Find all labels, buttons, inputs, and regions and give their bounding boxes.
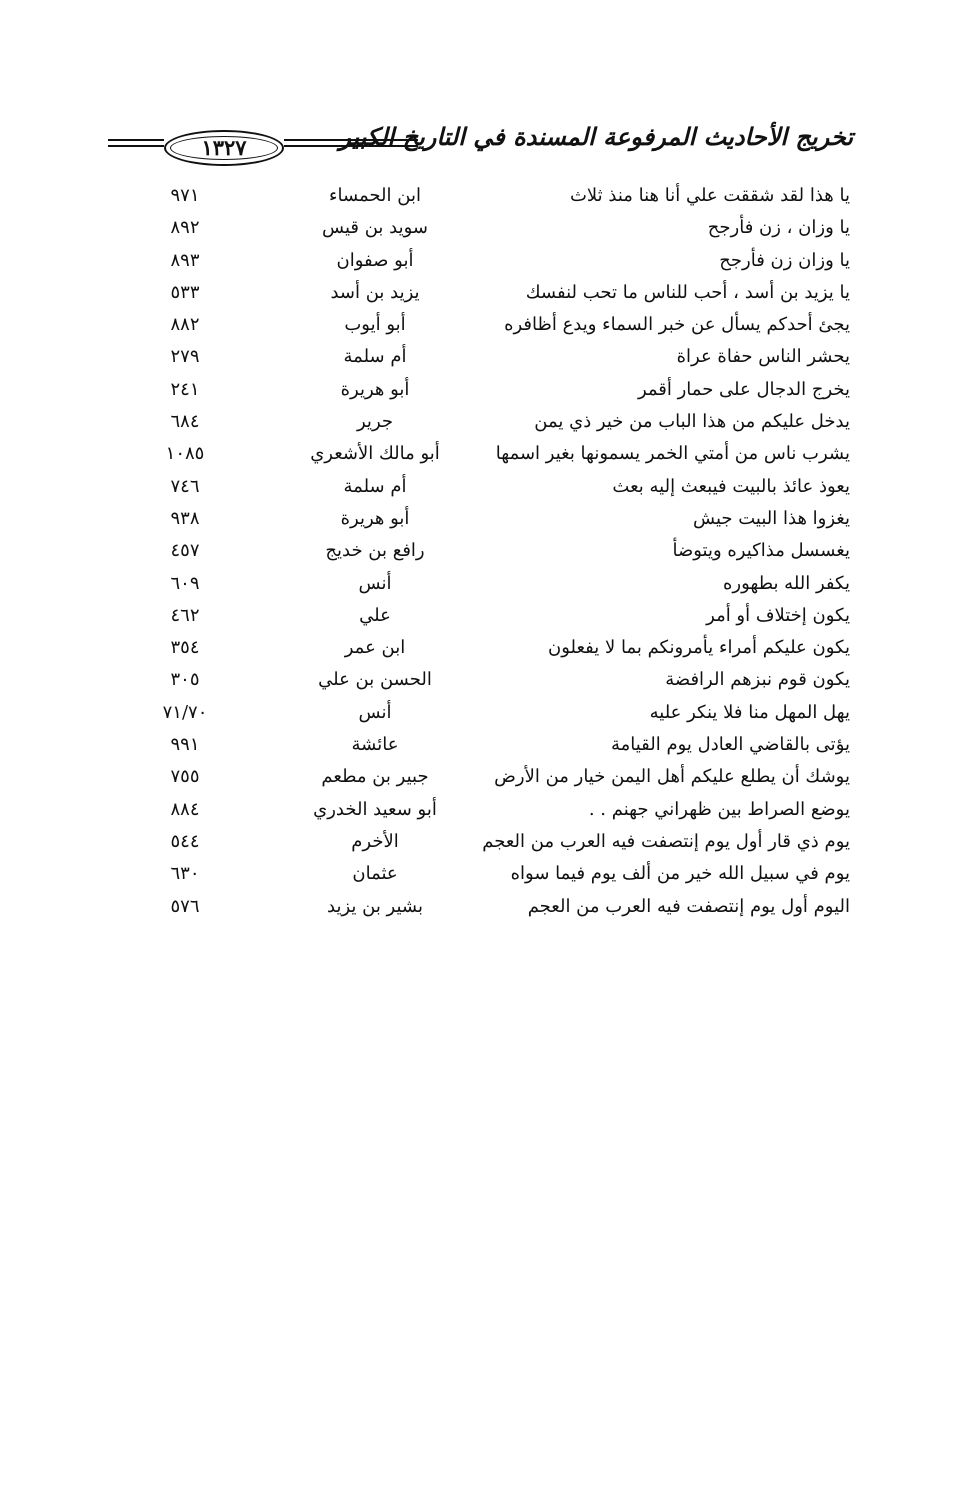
narrator-name: أم سلمة [343,346,407,368]
index-row [140,764,850,796]
hadith-text: يؤتى بالقاضي العادل يوم القيامة [610,734,850,756]
narrator-name: عثمان [352,863,398,885]
hadith-number: ١٠٨٥ [165,443,205,465]
narrator-name: أبو سعيد الخدري [313,798,437,820]
hadith-text: يكفر الله بطهوره [722,572,850,594]
hadith-number: ٨٩٢ [170,217,200,239]
index-row [140,344,850,376]
index-row [140,732,850,764]
hadith-text: يخرج الدجال على حمار أقمر [637,378,850,400]
narrator-name: الحسن بن علي [318,669,432,691]
narrator-name: ابن عمر [344,637,406,659]
hadith-number: ٧٤٦ [170,475,200,497]
hadith-text: يشرب ناس من أمتي الخمر يسمونها بغير اسمها [495,443,850,465]
hadith-text: يوم ذي قار أول يوم إنتصفت فيه العرب من العجم [482,830,850,852]
hadith-text: يكون إختلاف أو أمر [706,604,850,626]
narrator-name: أنس [358,701,392,723]
hadith-text: يحشر الناس حفاة عراة [676,346,850,368]
hadith-text: يا وزان زن فأرجح [719,249,850,271]
hadith-text: يغزوا هذا البيت جيش [693,507,850,529]
hadith-text: يا يزيد بن أسد ، أحب للناس ما تحب لنفسك [525,281,850,303]
hadith-text: يعوذ عائذ بالبيت فيبعث إليه بعث [612,475,850,497]
index-row [140,894,850,926]
page-number: ١٣٢٧ [201,135,247,160]
narrator-name: يزيد بن أسد [330,281,420,303]
page-header [108,118,853,168]
index-row [140,280,850,312]
hadith-text: يكون قوم نبزهم الرافضة [665,669,850,691]
hadith-number: ٦٨٤ [170,411,200,433]
index-row [140,700,850,732]
narrator-name: جرير [357,411,393,433]
index-row [140,215,850,247]
hadith-number: ٥٧٦ [170,895,200,917]
index-row [140,506,850,538]
hadith-number: ٦٠٩ [170,572,200,594]
hadith-number: ٨٨٤ [170,798,200,820]
narrator-name: سويد بن قيس [322,217,428,239]
index-row [140,538,850,570]
index-row [140,635,850,667]
index-row [140,829,850,861]
hadith-number: ٨٩٣ [170,249,200,271]
hadith-number: ٩٣٨ [170,507,200,529]
narrator-name: أبو صفوان [336,249,414,271]
running-title: تخريج الأحاديث المرفوعة المسندة في التاريخ الكبير [339,122,853,151]
narrator-name: رافع بن خديج [325,540,425,562]
index-row [140,377,850,409]
index-row [140,861,850,893]
narrator-name: جبير بن مطعم [321,766,429,788]
hadith-number: ٢٤١ [170,378,200,400]
hadith-number: ٩٩١ [170,734,200,756]
index-row [140,667,850,699]
left-rule-bottom [108,145,164,147]
hadith-number: ٧٥٥ [170,766,200,788]
narrator-name: أبو أيوب [344,314,406,336]
hadith-index-table [140,183,850,926]
index-row [140,441,850,473]
narrator-name: علي [359,604,391,626]
left-rule-top [108,139,164,141]
hadith-text: يجئ أحدكم يسأل عن خبر السماء ويدع أظافره [504,314,850,336]
hadith-number: ٦٣٠ [170,863,200,885]
hadith-number: ٥٣٣ [170,281,200,303]
hadith-number: ٩٧١ [170,185,200,206]
index-row [140,312,850,344]
hadith-number: ٢٧٩ [170,346,200,368]
hadith-text: يكون عليكم أمراء يأمرونكم بما لا يفعلون [547,637,850,659]
hadith-text: يدخل عليكم من هذا الباب من خير ذي يمن [534,411,850,433]
hadith-text: يغسسل مذاكيره ويتوضأ [672,540,850,562]
narrator-name: أبو مالك الأشعري [310,443,440,465]
page-number-frame [164,130,284,166]
narrator-name: أم سلمة [343,475,407,497]
hadith-text: يهل المهل منا فلا ينكر عليه [649,701,850,723]
hadith-text: يا وزان ، زن فأرجح [707,217,850,239]
index-row [140,409,850,441]
narrator-name: أنس [358,572,392,594]
narrator-name: عائشة [351,734,399,756]
index-row [140,571,850,603]
hadith-number: ٣٠٥ [170,669,200,691]
narrator-name: الأخرم [351,830,399,852]
narrator-name: ابن الحمساء [329,185,421,206]
hadith-text: يا هذا لقد شققت علي أنا هنا منذ ثلاث [569,185,850,206]
index-row [140,183,850,215]
narrator-name: بشير بن يزيد [327,895,423,917]
narrator-name: أبو هريرة [340,507,410,529]
hadith-text: يوضع الصراط بين ظهراني جهنم . . [588,798,850,820]
index-row [140,603,850,635]
index-row [140,248,850,280]
hadith-text: يوشك أن يطلع عليكم أهل اليمن خيار من الأرض [494,766,850,788]
hadith-number: ٤٦٢ [170,604,200,626]
hadith-number: ٤٥٧ [170,540,200,562]
hadith-number: ٧١/٧٠ [162,701,208,723]
narrator-name: أبو هريرة [340,378,410,400]
hadith-number: ٨٨٢ [170,314,200,336]
hadith-number: ٥٤٤ [170,830,200,852]
hadith-text: اليوم أول يوم إنتصفت فيه العرب من العجم [527,895,850,917]
hadith-number: ٣٥٤ [170,637,200,659]
hadith-text: يوم في سبيل الله خير من ألف يوم فيما سواه [510,863,850,885]
index-row [140,797,850,829]
index-row [140,474,850,506]
